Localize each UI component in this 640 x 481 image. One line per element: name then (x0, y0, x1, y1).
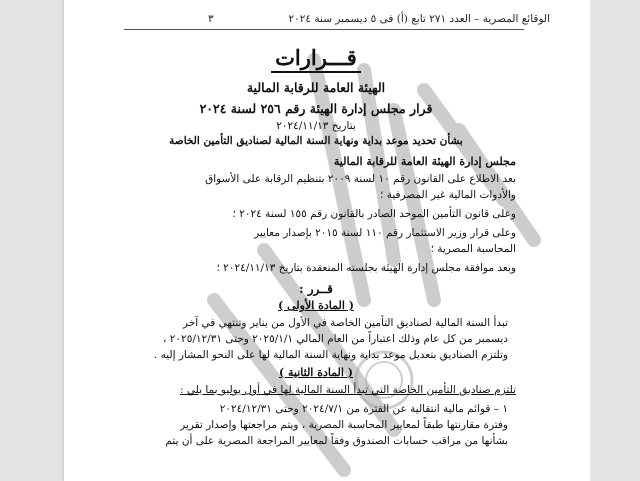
preamble-clause: وعلى قرار وزير الاستثمار رقم ١١٠ لسنة ٢٠١٥ بإصدار معايير المحاسبة المصرية ؛ (254, 227, 516, 255)
decides-heading: قــرر : (299, 282, 333, 296)
viewer-margin-right (590, 0, 640, 481)
article-1-text: تبدأ السنة المالية لصناديق التأمين الخاصة في الأول من يناير وتنتهي في آخر ديسمبر من كل عام وذلك اعتباراً من العام المالي ٢٠٢٥/١/١ وحتى ٢٠٢٥/١٢/٣١ ، وتلتزم الصناديق بتعديل موعد بداية ونهاية السنة المالية لها على النحو المشار إليه . (153, 317, 508, 361)
section-title: قـــرارات (275, 45, 357, 70)
header-rule (124, 29, 524, 30)
preamble-clause: وبعد موافقة مجلس إدارة الهيئة بجلسته المنعقدة بتاريخ ٢٠٢٤/١١/١٣ ؛ (216, 262, 516, 274)
title-underline (271, 71, 361, 73)
viewer-margin-left (0, 0, 64, 481)
article-2-heading: ( المادة الثانية ) (278, 366, 354, 379)
board-heading: مجلس إدارة الهيئة العامة للرقابة المالية (333, 155, 516, 168)
article-2-intro: تلتزم صناديق التأمين الخاصة التي تبدأ السنة المالية لها في أول يوليو بما يلي : (180, 384, 516, 396)
decision-title: قرار مجلس إدارة الهيئة رقم ٢٥٦ لسنة ٢٠٢٤ (199, 101, 433, 116)
running-header (124, 13, 550, 27)
article-2-text: ١ – قوائم مالية انتقالية عن الفترة من ٢٠٢٤/٧/١ وحتى ٢٠٢٤/١٢/٣١ وفترة مقارنتها طبقاً لمعايير المحاسبة المصرية ، ويتم مراجعتها وإصدار تقرير بشأنها من مراقب حسابات الصندوق وفقاً لمعايير المراجعة المصرية على أن يتم (165, 403, 508, 447)
authority-name: الهيئة العامة للرقابة المالية (246, 80, 386, 95)
preamble-clause: وعلى قانون التأمين الموحد الصادر بالقانون رقم ١٥٥ لسنة ٢٠٢٤ ؛ (232, 208, 516, 220)
page-number: ٣ (208, 13, 214, 25)
document-body (116, 40, 516, 449)
article-1-heading: ( المادة الأولى ) (278, 299, 354, 312)
running-header-title: الوقائع المصرية – العدد ٢٧١ تابع (أ) فى ٥ ديسمبر سنة ٢٠٢٤ (288, 13, 550, 25)
document-page (64, 0, 590, 481)
decision-date: بتاريخ ٢٠٢٤/١١/١٣ (276, 120, 356, 132)
preamble-clause: بعد الاطلاع على القانون رقم ١٠ لسنة ٢٠٠٩ بتنظيم الرقابة على الأسواق والأدوات المالية غير المصرفية ؛ (205, 173, 516, 201)
decision-subject: بشأن تحديد موعد بداية ونهاية السنة المالية لصناديق التأمين الخاصة (169, 135, 463, 147)
